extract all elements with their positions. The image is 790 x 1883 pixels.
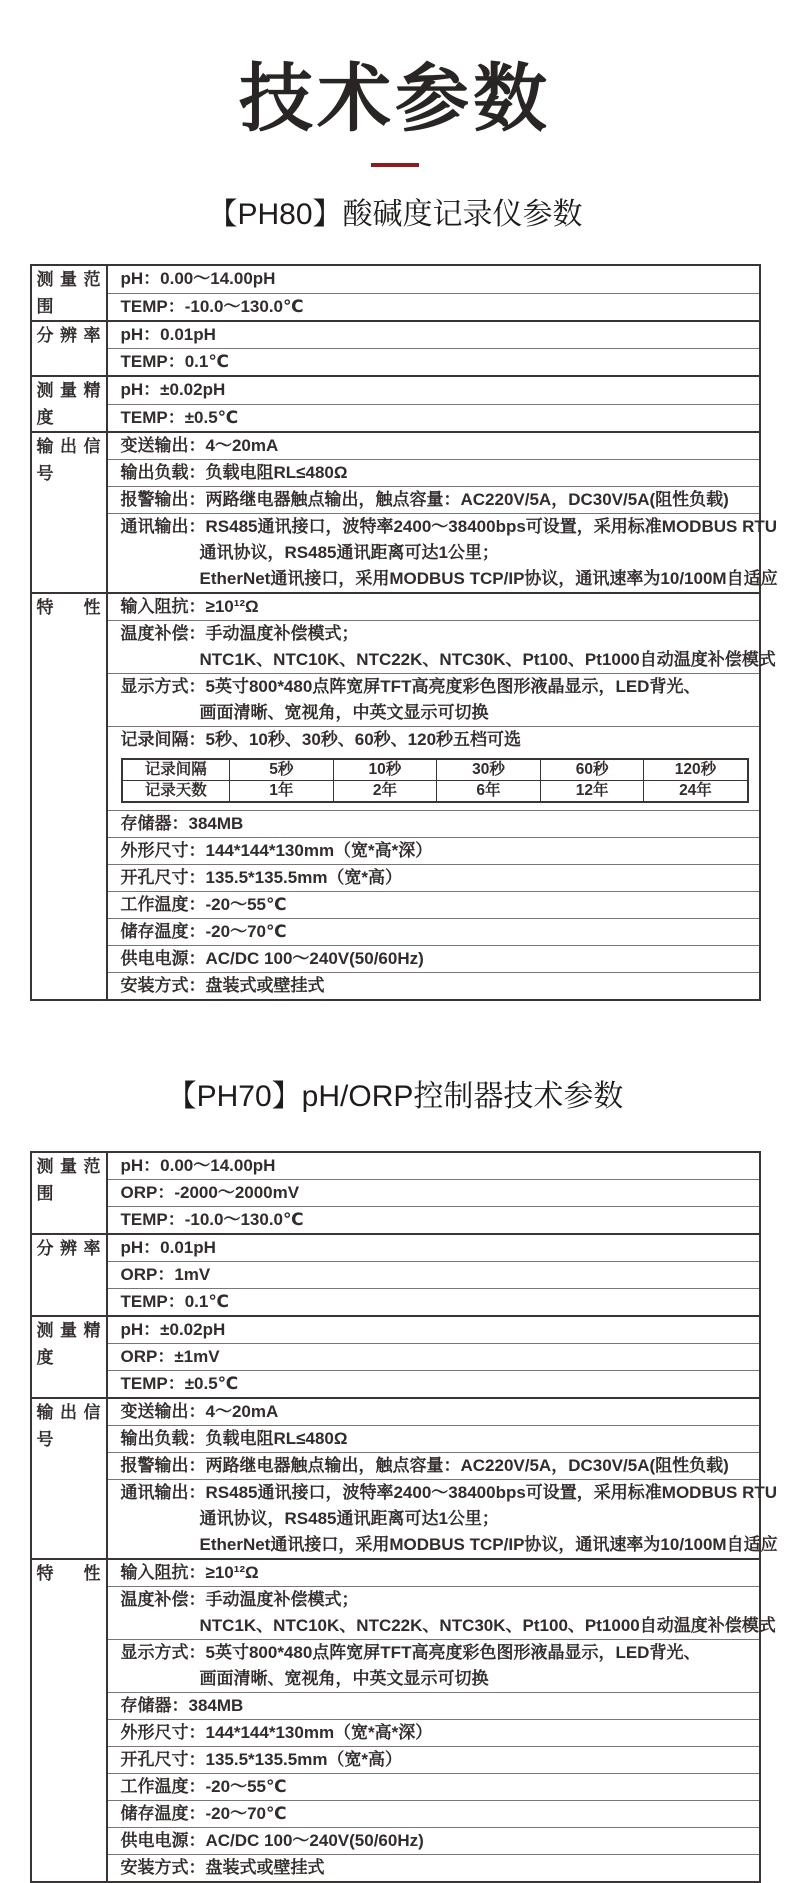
spec-row (31, 1720, 760, 1747)
spec-value-cell (107, 432, 760, 460)
group-label-cell (31, 1152, 107, 1234)
record-cell: 24年 (644, 781, 748, 803)
spec-row (31, 1207, 760, 1235)
page-title: 技术参数 (239, 57, 551, 140)
record-cell: 10秒 (333, 759, 437, 781)
spec-table-1 (30, 1151, 778, 1883)
group-label-text: 测量精度 (36, 381, 101, 428)
spec-row (31, 1152, 760, 1180)
spec-value-cell (107, 1262, 760, 1289)
group-label-cell (31, 1559, 107, 1882)
spec-line: 输出负载：负载电阻RL≤480Ω (120, 1429, 348, 1449)
spec-value-cell (107, 1828, 760, 1855)
spec-value-cell (107, 349, 760, 377)
spec-line: EtherNet通讯接口，采用MODBUS TCP/IP协议，通讯速率为10/100M自适应 (199, 569, 778, 589)
spec-row (31, 1693, 760, 1720)
spec-value-cell (107, 321, 760, 349)
record-cell: 30秒 (437, 759, 541, 781)
spec-row (31, 1747, 760, 1774)
spec-row (31, 1480, 760, 1560)
spec-line: TEMP：0.1℃ (120, 352, 229, 372)
spec-line: pH：±0.02pH (120, 380, 226, 400)
spec-value-cell (107, 1426, 760, 1453)
spec-line: TEMP：0.1℃ (120, 1292, 229, 1312)
spec-value-cell (107, 1398, 760, 1426)
spec-value-cell (107, 514, 778, 594)
record-cell: 5秒 (230, 759, 334, 781)
spec-value-cell (107, 838, 760, 865)
spec-line: 工作温度：-20～55℃ (120, 895, 287, 915)
spec-row (31, 1398, 760, 1426)
spec-line: 显示方式：5英寸800*480点阵宽屏TFT高亮度彩色图形液晶显示，LED背光、 (120, 677, 701, 697)
record-row (122, 781, 748, 803)
spec-row (31, 487, 760, 514)
spec-row (31, 1587, 760, 1640)
spec-line: 供电电源：AC/DC 100～240V(50/60Hz) (120, 949, 424, 969)
spec-value-cell (107, 892, 760, 919)
spec-value-cell (107, 1747, 760, 1774)
spec-value-cell (107, 376, 760, 404)
spec-value-cell (107, 404, 760, 432)
spec-line: 输出负载：负载电阻RL≤480Ω (120, 463, 348, 483)
spec-row (31, 919, 760, 946)
spec-value-cell (107, 1289, 760, 1317)
spec-value-cell (107, 1316, 760, 1344)
group-label-text: 分辨率 (36, 326, 101, 346)
record-row-header: 记录天数 (122, 781, 230, 803)
spec-value-cell (107, 1559, 760, 1587)
spec-row (31, 946, 760, 973)
spec-row (31, 727, 760, 811)
record-cell: 6年 (437, 781, 541, 803)
spec-row (31, 1828, 760, 1855)
spec-line: pH：0.00～14.00pH (120, 1156, 276, 1176)
spec-row (31, 1559, 760, 1587)
spec-row (31, 1640, 760, 1693)
spec-row (31, 460, 760, 487)
spec-row (31, 432, 760, 460)
spec-value-cell (107, 1453, 760, 1480)
spec-line: 储存温度：-20～70℃ (120, 922, 287, 942)
spec-value-cell (107, 946, 760, 973)
spec-row (31, 1855, 760, 1883)
spec-row (31, 1371, 760, 1399)
spec-row (31, 865, 760, 892)
group-label-text: 分辨率 (36, 1239, 101, 1259)
spec-row (31, 376, 760, 404)
spec-value-cell (107, 621, 776, 674)
spec-row (31, 593, 760, 621)
spec-value-cell (107, 265, 760, 293)
spec-line: TEMP：-10.0～130.0℃ (120, 296, 304, 316)
spec-row (31, 321, 760, 349)
spec-line: 温度补偿：手动温度补偿模式； (120, 1590, 359, 1610)
spec-value-cell (107, 460, 760, 487)
record-cell: 120秒 (644, 759, 748, 781)
record-cell: 1年 (230, 781, 334, 803)
group-label-cell (31, 1234, 107, 1316)
spec-row (31, 811, 760, 838)
spec-value-cell (107, 811, 760, 838)
spec-line: 外形尺寸：144*144*130mm（宽*高*深） (120, 841, 433, 861)
record-interval-table (121, 758, 749, 803)
spec-row (31, 838, 760, 865)
record-cell: 2年 (333, 781, 437, 803)
spec-table-0 (30, 264, 778, 1001)
spec-line: EtherNet通讯接口，采用MODBUS TCP/IP协议，通讯速率为10/100M自适应 (199, 1535, 778, 1555)
spec-row (31, 265, 760, 293)
spec-value-cell (107, 973, 760, 1001)
spec-table-host-ph80 (0, 264, 790, 1001)
record-row-header: 记录间隔 (122, 759, 230, 781)
group-label-text: 特性 (36, 1564, 101, 1584)
group-label-text: 测量范围 (36, 1157, 101, 1204)
spec-line: 报警输出：两路继电器触点输出，触点容量：AC220V/5A，DC30V/5A(阻性负载) (120, 490, 729, 510)
spec-row (31, 1180, 760, 1207)
spec-value-cell (107, 1855, 760, 1883)
spec-line: 画面清晰、宽视角，中英文显示可切换 (199, 1669, 489, 1689)
spec-value-cell (107, 674, 760, 727)
spec-line: 显示方式：5英寸800*480点阵宽屏TFT高亮度彩色图形液晶显示，LED背光、 (120, 1643, 701, 1663)
spec-line: 安装方式：盘装式或壁挂式 (120, 976, 325, 996)
spec-row (31, 1801, 760, 1828)
group-label-cell (31, 321, 107, 376)
spec-line: 输入阻抗：≥10¹²Ω (120, 1563, 259, 1583)
spec-row (31, 973, 760, 1001)
spec-row (31, 892, 760, 919)
title-underline-decoration (371, 163, 419, 167)
spec-line: pH：0.01pH (120, 325, 216, 345)
spec-line: 工作温度：-20～55℃ (120, 1777, 287, 1797)
spec-line: TEMP：±0.5℃ (120, 1374, 239, 1394)
spec-line: 外形尺寸：144*144*130mm（宽*高*深） (120, 1723, 433, 1743)
spec-line: pH：0.01pH (120, 1238, 216, 1258)
spec-value-cell (107, 865, 760, 892)
spec-section-ph70 (0, 1079, 790, 1883)
group-label-cell (31, 432, 107, 593)
section-title-ph70: 【PH70】pH/ORP控制器技术参数 (166, 1080, 624, 1114)
spec-value-cell (107, 1180, 760, 1207)
spec-row (31, 1262, 760, 1289)
spec-line: 变送输出：4～20mA (120, 1402, 279, 1422)
spec-row (31, 1774, 760, 1801)
spec-line: 供电电源：AC/DC 100～240V(50/60Hz) (120, 1831, 424, 1851)
spec-value-cell (107, 1480, 778, 1560)
spec-line: 安装方式：盘装式或壁挂式 (120, 1858, 325, 1878)
spec-line: 开孔尺寸：135.5*135.5mm（宽*高） (120, 1750, 403, 1770)
group-label-text: 输出信号 (36, 1403, 101, 1450)
spec-value-cell (107, 293, 760, 321)
spec-value-cell (107, 1234, 760, 1262)
spec-row (31, 1234, 760, 1262)
spec-row (31, 514, 760, 594)
spec-row (31, 1289, 760, 1317)
group-label-text: 测量精度 (36, 1321, 101, 1368)
spec-row (31, 1426, 760, 1453)
spec-line: 通讯协议，RS485通讯距离可达1公里； (199, 1509, 499, 1529)
spec-line: pH：0.00～14.00pH (120, 269, 276, 289)
group-label-cell (31, 1316, 107, 1398)
spec-value-cell (107, 1774, 760, 1801)
spec-line: 通讯输出：RS485通讯接口，波特率2400～38400bps可设置，采用标准MODBUS RTU (120, 517, 778, 537)
group-label-text: 测量范围 (36, 270, 101, 317)
record-cell: 12年 (540, 781, 644, 803)
spec-line: ORP：-2000～2000mV (120, 1183, 300, 1203)
spec-line: NTC1K、NTC10K、NTC22K、NTC30K、Pt100、Pt1000自动温度补偿模式 (199, 650, 776, 670)
spec-row (31, 1316, 760, 1344)
section-title-ph80: 【PH80】酸碱度记录仪参数 (207, 198, 583, 232)
spec-line: 温度补偿：手动温度补偿模式； (120, 624, 359, 644)
spec-line: 记录间隔：5秒、10秒、30秒、60秒、120秒五档可选 (120, 730, 522, 750)
spec-line: 开孔尺寸：135.5*135.5mm（宽*高） (120, 868, 403, 888)
spec-value-cell (107, 1344, 760, 1371)
spec-row (31, 1344, 760, 1371)
spec-row (31, 1453, 760, 1480)
group-label-cell (31, 593, 107, 1000)
spec-line: 画面清晰、宽视角，中英文显示可切换 (199, 703, 489, 723)
group-label-text: 输出信号 (36, 437, 101, 484)
spec-value-cell (107, 1720, 760, 1747)
spec-row (31, 349, 760, 377)
spec-line: 通讯输出：RS485通讯接口，波特率2400～38400bps可设置，采用标准MODBUS RTU (120, 1483, 778, 1503)
spec-line: 通讯协议，RS485通讯距离可达1公里； (199, 543, 499, 563)
spec-line: 存储器：384MB (120, 814, 244, 834)
spec-line: NTC1K、NTC10K、NTC22K、NTC30K、Pt100、Pt1000自动温度补偿模式 (199, 1616, 776, 1636)
spec-table-host-ph70 (0, 1151, 790, 1883)
spec-value-cell (107, 1640, 760, 1693)
record-row (122, 759, 748, 781)
spec-value-cell (107, 1152, 760, 1180)
spec-line: ORP：±1mV (120, 1347, 220, 1367)
spec-value-cell (107, 1371, 760, 1399)
spec-value-cell (107, 1587, 776, 1640)
spec-value-cell (107, 487, 760, 514)
spec-value-cell (107, 1693, 760, 1720)
spec-row (31, 404, 760, 432)
spec-row (31, 674, 760, 727)
spec-value-cell (107, 1207, 760, 1235)
spec-line: 输入阻抗：≥10¹²Ω (120, 597, 259, 617)
spec-section-ph80 (0, 197, 790, 1001)
spec-line: ORP：1mV (120, 1265, 211, 1285)
group-label-text: 特性 (36, 598, 101, 618)
spec-line: 报警输出：两路继电器触点输出，触点容量：AC220V/5A，DC30V/5A(阻性负载) (120, 1456, 729, 1476)
group-label-cell (31, 1398, 107, 1559)
spec-line: 储存温度：-20～70℃ (120, 1804, 287, 1824)
spec-line: pH：±0.02pH (120, 1320, 226, 1340)
spec-line: TEMP：-10.0～130.0℃ (120, 1210, 304, 1230)
spec-line: 存储器：384MB (120, 1696, 244, 1716)
spec-value-cell (107, 727, 760, 811)
spec-row (31, 293, 760, 321)
spec-row (31, 621, 760, 674)
group-label-cell (31, 265, 107, 321)
spec-value-cell (107, 1801, 760, 1828)
spec-line: 变送输出：4～20mA (120, 436, 279, 456)
spec-value-cell (107, 593, 760, 621)
spec-value-cell (107, 919, 760, 946)
group-label-cell (31, 376, 107, 432)
record-cell: 60秒 (540, 759, 644, 781)
spec-line: TEMP：±0.5℃ (120, 407, 239, 427)
